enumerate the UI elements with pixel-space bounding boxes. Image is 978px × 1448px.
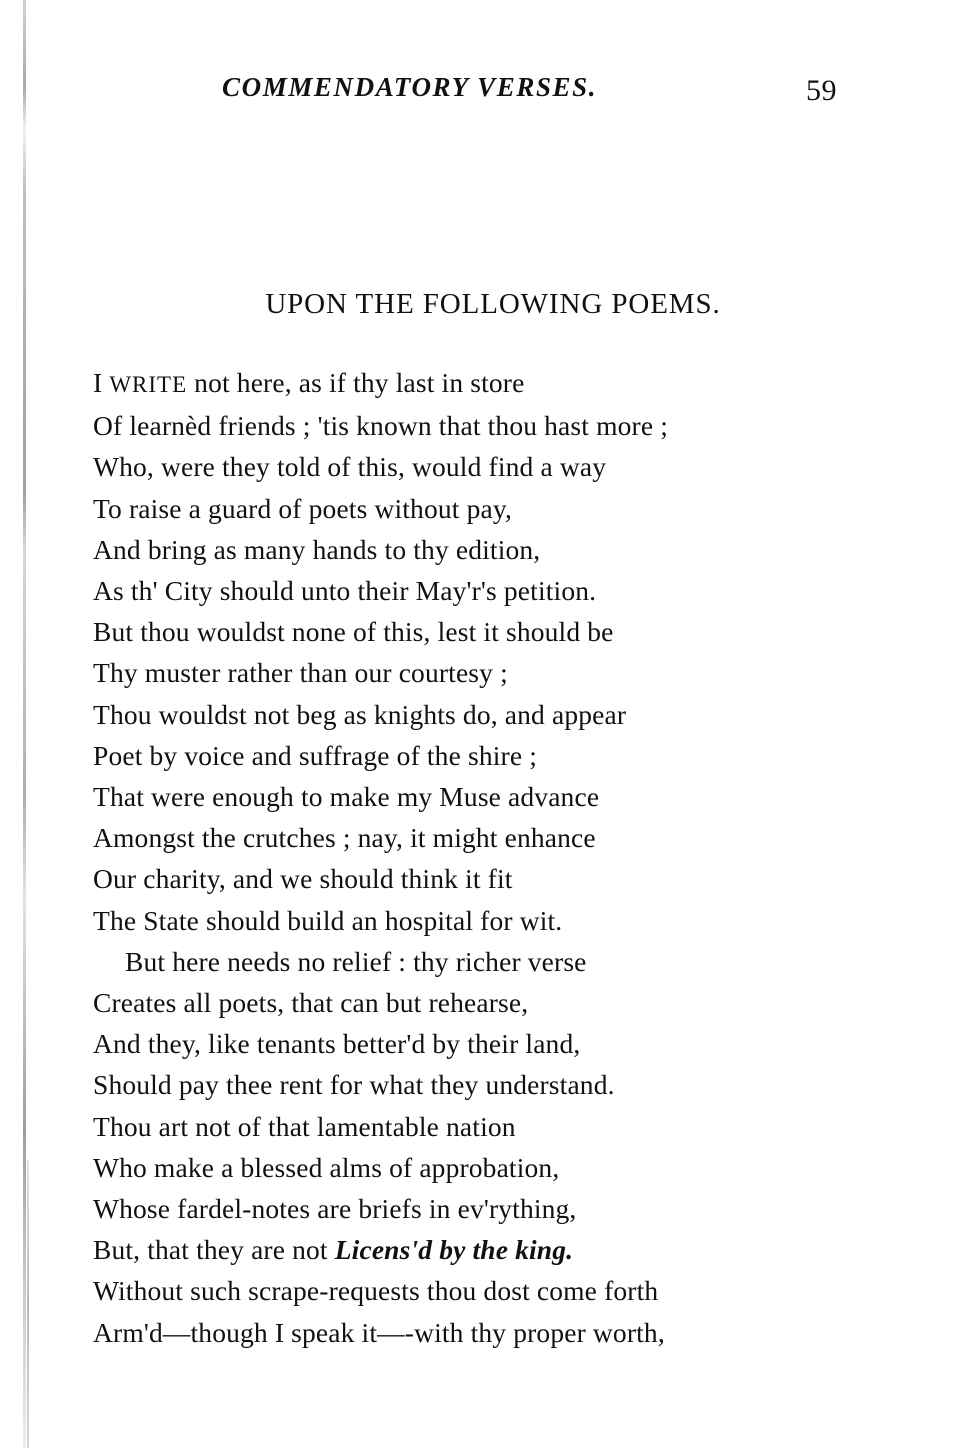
running-head-title: COMMENDATORY VERSES. bbox=[222, 72, 598, 102]
poem-line: The State should build an hospital for wit. bbox=[93, 904, 563, 936]
poem-body bbox=[93, 362, 933, 1353]
poem-line: Of learnèd friends ; 'tis known that thou hast more ; bbox=[93, 410, 669, 442]
poem-line: Without such scrape-requests thou dost come forth bbox=[93, 1275, 659, 1307]
poem-line: Poet by voice and suffrage of the shire ; bbox=[93, 739, 537, 771]
italic-phrase: Licens'd by the king. bbox=[334, 1234, 574, 1266]
poem-line: Should pay thee rent for what they understand. bbox=[93, 1069, 615, 1101]
poem-line: Thou art not of that lamentable nation bbox=[93, 1110, 516, 1142]
poem-line: I WRITE not here, as if thy last in store bbox=[93, 367, 525, 398]
page-number: 59 bbox=[806, 74, 837, 107]
poem-line: Thy muster rather than our courtesy ; bbox=[93, 657, 508, 689]
poem-line: That were enough to make my Muse advance bbox=[93, 781, 600, 813]
poem-line: Creates all poets, that can but rehearse, bbox=[93, 987, 529, 1019]
page-title bbox=[0, 288, 978, 321]
poem-line: Whose fardel-notes are briefs in ev'rything, bbox=[93, 1193, 577, 1225]
poem-line: Who, were they told of this, would find a way bbox=[93, 451, 607, 483]
poem-line: Amongst the crutches ; nay, it might enhance bbox=[93, 822, 596, 854]
poem-line: Thou wouldst not beg as knights do, and appear bbox=[93, 698, 627, 730]
poem-line: But, that they are not Licens'd by the king. bbox=[93, 1234, 574, 1266]
poem-line: Our charity, and we should think it fit bbox=[93, 863, 513, 895]
poem-title-text: UPON THE FOLLOWING POEMS. bbox=[265, 288, 721, 320]
poem-line: But here needs no relief : thy richer verse bbox=[125, 945, 587, 977]
poem-line: As th' City should unto their May'r's petition. bbox=[93, 575, 597, 607]
poem-line: But thou wouldst none of this, lest it should be bbox=[93, 616, 614, 648]
poem-line: And bring as many hands to thy edition, bbox=[93, 533, 541, 565]
poem-line: Who make a blessed alms of approbation, bbox=[93, 1151, 560, 1183]
poem-line: Arm'd—though I speak it—-with thy proper worth, bbox=[93, 1316, 665, 1348]
poem-line: To raise a guard of poets without pay, bbox=[93, 492, 512, 524]
small-caps-word: WRITE bbox=[109, 372, 188, 397]
running-head bbox=[0, 72, 978, 120]
poem-line: And they, like tenants better'd by their land, bbox=[93, 1028, 581, 1060]
